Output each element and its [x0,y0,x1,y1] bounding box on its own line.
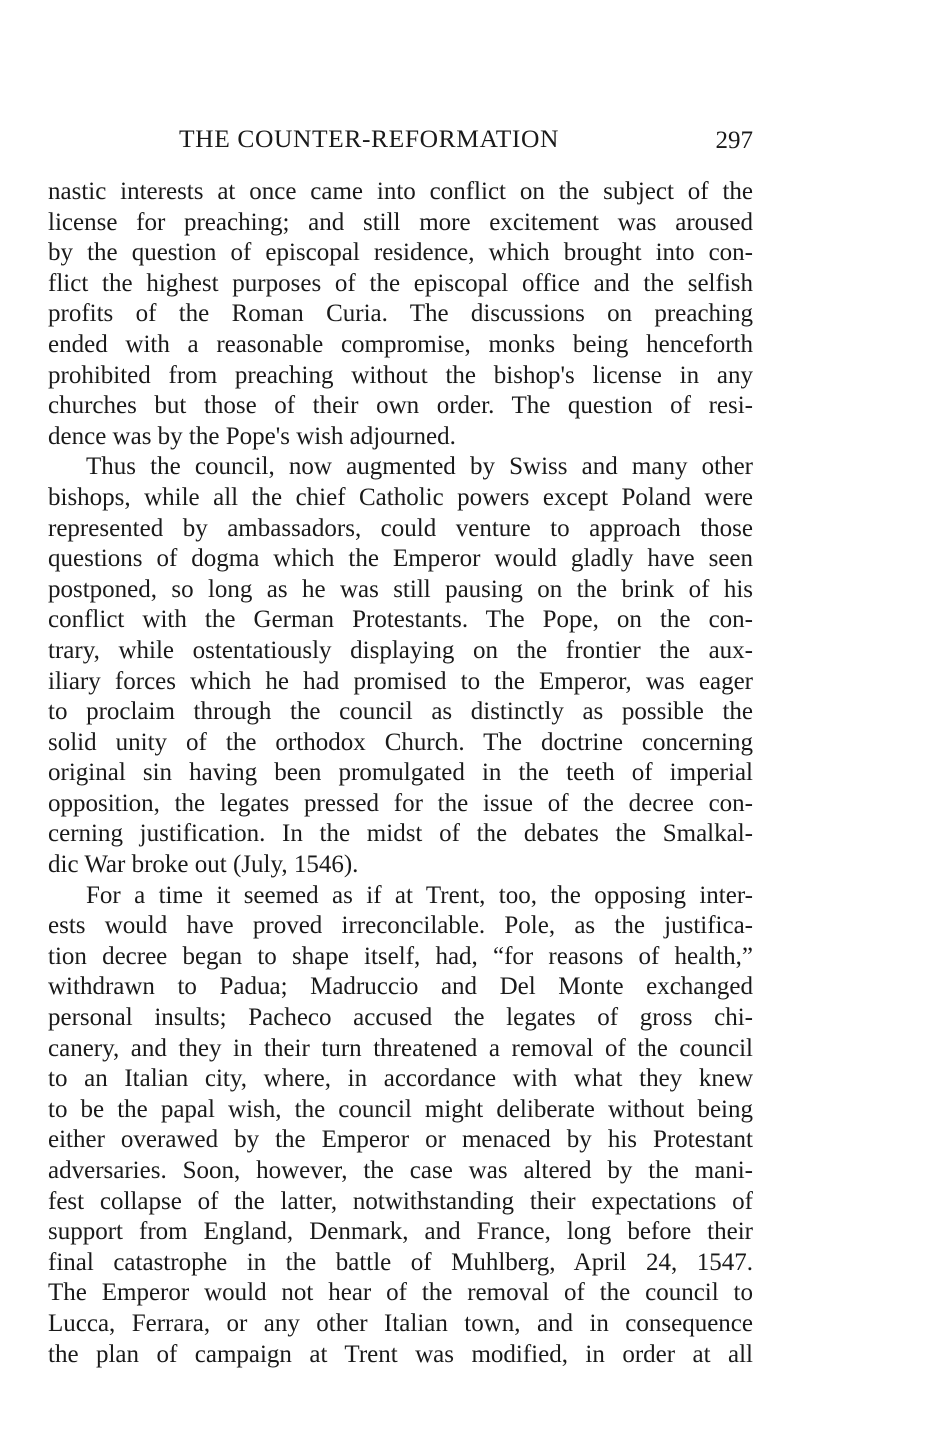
text-line: Thus the council, now augmented by Swiss and many other [86,453,753,481]
text-line: churches but those of their own order. The question of resi- [48,392,753,420]
running-head [48,124,753,160]
text-line: postponed, so long as he was still pausing on the brink of his [48,575,753,603]
text-line: original sin having been promulgated in the teeth of imperial [48,759,753,787]
text-line: For a time it seemed as if at Trent, too, the opposing inter- [86,881,753,909]
text-line: ended with a reasonable compromise, monks being henceforth [48,330,753,358]
text-line: trary, while ostentatiously displaying on the frontier the aux- [48,636,753,664]
text-line: withdrawn to Padua; Madruccio and Del Monte exchanged [48,973,753,1001]
page-number: 297 [715,127,753,154]
text-line: opposition, the legates pressed for the issue of the decree con- [48,789,753,817]
body-text [48,177,753,1370]
text-line: The Emperor would not hear of the removal of the council to [48,1279,753,1307]
text-line: adversaries. Soon, however, the case was altered by the mani- [48,1157,753,1184]
text-line: nastic interests at once came into conflict on the subject of the [48,178,753,205]
text-line: by the question of episcopal residence, which brought into con- [48,239,753,267]
text-line: to be the papal wish, the council might deliberate without being [48,1095,753,1123]
text-line: questions of dogma which the Emperor would gladly have seen [48,545,753,573]
text-line: conflict with the German Protestants. The Pope, on the con- [48,606,753,634]
text-line: license for preaching; and still more excitement was aroused [48,208,753,236]
text-line: iliary forces which he had promised to the Emperor, was eager [48,667,753,695]
text-line: the plan of campaign at Trent was modified, in order at all [48,1340,753,1368]
running-title: THE COUNTER-REFORMATION [179,124,560,153]
text-line: either overawed by the Emperor or menaced by his Protestant [48,1126,753,1154]
text-line: support from England, Denmark, and France, long before their [48,1218,753,1246]
text-line: fest collapse of the latter, notwithstanding their expectations of [48,1187,753,1215]
text-line: final catastrophe in the battle of Muhlberg, April 24, 1547. [48,1248,753,1276]
text-line: to proclaim through the council as distinctly as possible the [48,698,753,726]
text-line: prohibited from preaching without the bishop's license in any [48,361,753,389]
text-line: canery, and they in their turn threatened a removal of the council [48,1034,753,1062]
text-line: dence was by the Pope's wish adjourned. [48,422,456,450]
text-line: cerning justification. In the midst of the debates the Smalkal- [48,820,753,848]
text-line: to an Italian city, where, in accordance with what they knew [48,1065,753,1093]
text-line: dic War broke out (July, 1546). [48,851,359,879]
text-line: Lucca, Ferrara, or any other Italian town, and in consequence [48,1309,753,1337]
text-line: flict the highest purposes of the episcopal office and the selfish [48,269,753,297]
text-line: personal insults; Pacheco accused the legates of gross chi- [48,1004,753,1032]
text-line: ests would have proved irreconcilable. Pole, as the justifica- [48,912,753,940]
text-line: bishops, while all the chief Catholic powers except Poland were [48,483,753,511]
text-line: represented by ambassadors, could venture to approach those [48,514,753,542]
text-line: profits of the Roman Curia. The discussions on preaching [48,300,753,328]
text-line: solid unity of the orthodox Church. The doctrine concerning [48,728,753,756]
text-line: tion decree began to shape itself, had, “for reasons of health,” [48,942,753,970]
